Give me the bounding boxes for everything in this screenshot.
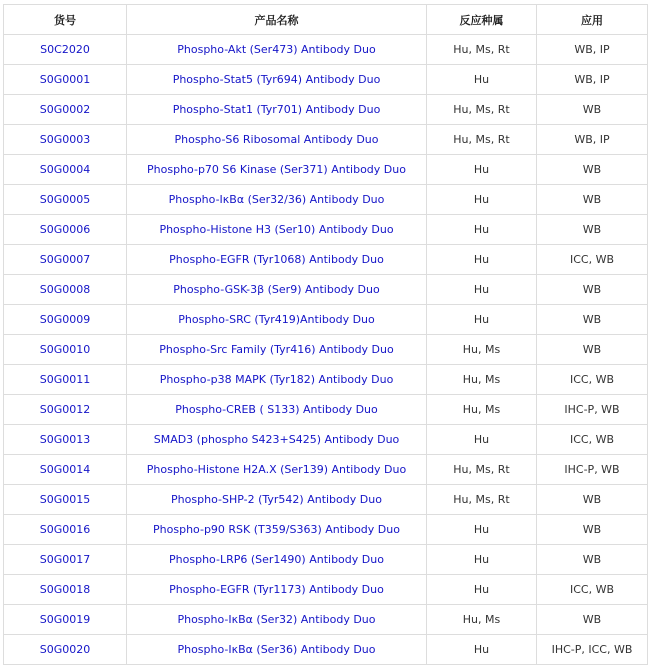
sku-cell	[4, 635, 127, 665]
species-cell: Hu	[427, 215, 537, 245]
column-header-sku: 货号	[4, 5, 127, 35]
sku-cell	[4, 515, 127, 545]
species-cell: Hu	[427, 65, 537, 95]
species-cell: Hu, Ms, Rt	[427, 125, 537, 155]
product-name-cell	[127, 155, 427, 185]
application-cell: WB	[537, 605, 648, 635]
product-table	[3, 4, 648, 665]
product-name-cell	[127, 485, 427, 515]
table-row	[4, 485, 648, 515]
application-cell: WB	[537, 215, 648, 245]
species-cell: Hu	[427, 155, 537, 185]
application-cell: ICC, WB	[537, 425, 648, 455]
table-row	[4, 275, 648, 305]
product-name-cell	[127, 575, 427, 605]
species-cell: Hu	[427, 635, 537, 665]
table-row	[4, 95, 648, 125]
species-cell: Hu, Ms, Rt	[427, 485, 537, 515]
table-row	[4, 395, 648, 425]
species-cell: Hu	[427, 425, 537, 455]
sku-cell	[4, 395, 127, 425]
application-cell: IHC-P, ICC, WB	[537, 635, 648, 665]
product-name-link[interactable]: Phospho-Stat1 (Tyr701) Antibody Duo	[172, 103, 381, 116]
sku-cell	[4, 95, 127, 125]
sku-link[interactable]: S0G0005	[39, 193, 91, 206]
sku-link[interactable]: S0G0011	[39, 373, 91, 386]
product-name-cell	[127, 245, 427, 275]
application-cell: ICC, WB	[537, 575, 648, 605]
species-cell: Hu, Ms, Rt	[427, 95, 537, 125]
sku-cell	[4, 335, 127, 365]
table-row	[4, 605, 648, 635]
sku-cell	[4, 215, 127, 245]
product-name-link[interactable]: Phospho-IκBα (Ser32/36) Antibody Duo	[168, 193, 385, 206]
application-cell: WB, IP	[537, 65, 648, 95]
product-name-cell	[127, 515, 427, 545]
application-cell: WB	[537, 185, 648, 215]
application-cell: WB	[537, 335, 648, 365]
application-cell: WB	[537, 275, 648, 305]
application-cell: WB	[537, 95, 648, 125]
product-name-link[interactable]: Phospho-S6 Ribosomal Antibody Duo	[174, 133, 379, 146]
product-name-link[interactable]: Phospho-SHP-2 (Tyr542) Antibody Duo	[171, 493, 382, 506]
species-cell: Hu	[427, 305, 537, 335]
product-name-cell	[127, 545, 427, 575]
product-name-cell	[127, 635, 427, 665]
product-name-link[interactable]: Phospho-LRP6 (Ser1490) Antibody Duo	[169, 553, 384, 566]
table-row	[4, 365, 648, 395]
table-row	[4, 545, 648, 575]
table-row	[4, 215, 648, 245]
sku-cell	[4, 35, 127, 65]
species-cell: Hu, Ms	[427, 365, 537, 395]
table-row	[4, 125, 648, 155]
application-cell: WB, IP	[537, 35, 648, 65]
sku-link[interactable]: S0G0020	[39, 643, 91, 656]
application-cell: WB, IP	[537, 125, 648, 155]
product-name-cell	[127, 35, 427, 65]
product-name-link[interactable]: Phospho-p70 S6 Kinase (Ser371) Antibody Duo	[147, 163, 406, 176]
column-header-application: 应用	[537, 5, 648, 35]
sku-link[interactable]: S0G0003	[39, 133, 91, 146]
column-header-product-name: 产品名称	[127, 5, 427, 35]
sku-cell	[4, 125, 127, 155]
sku-link[interactable]: S0G0002	[39, 103, 91, 116]
sku-cell	[4, 245, 127, 275]
species-cell: Hu	[427, 275, 537, 305]
application-cell: ICC, WB	[537, 245, 648, 275]
sku-link[interactable]: S0G0014	[39, 463, 91, 476]
sku-cell	[4, 575, 127, 605]
product-name-cell	[127, 605, 427, 635]
product-name-link[interactable]: Phospho-EGFR (Tyr1173) Antibody Duo	[169, 583, 384, 596]
product-name-cell	[127, 395, 427, 425]
application-cell: WB	[537, 515, 648, 545]
table-row	[4, 245, 648, 275]
sku-link[interactable]: S0G0010	[39, 343, 91, 356]
sku-cell	[4, 185, 127, 215]
product-name-link[interactable]: Phospho-CREB ( S133) Antibody Duo	[175, 403, 378, 416]
product-name-cell	[127, 65, 427, 95]
sku-cell	[4, 545, 127, 575]
sku-cell	[4, 605, 127, 635]
sku-link[interactable]: S0G0016	[39, 523, 91, 536]
sku-cell	[4, 485, 127, 515]
product-name-link[interactable]: Phospho-p38 MAPK (Tyr182) Antibody Duo	[159, 373, 394, 386]
product-name-link[interactable]: Phospho-GSK-3β (Ser9) Antibody Duo	[173, 283, 380, 296]
sku-link[interactable]: S0G0013	[39, 433, 91, 446]
product-name-cell	[127, 425, 427, 455]
sku-cell	[4, 365, 127, 395]
table-row	[4, 65, 648, 95]
product-name-cell	[127, 185, 427, 215]
table-row	[4, 155, 648, 185]
product-name-cell	[127, 335, 427, 365]
application-cell: WB	[537, 305, 648, 335]
species-cell: Hu	[427, 245, 537, 275]
table-row	[4, 305, 648, 335]
species-cell: Hu, Ms, Rt	[427, 35, 537, 65]
product-name-cell	[127, 455, 427, 485]
table-row	[4, 455, 648, 485]
sku-link[interactable]: S0G0018	[39, 583, 91, 596]
product-name-link[interactable]: Phospho-EGFR (Tyr1068) Antibody Duo	[169, 253, 384, 266]
sku-cell	[4, 455, 127, 485]
product-name-cell	[127, 275, 427, 305]
species-cell: Hu	[427, 185, 537, 215]
sku-link[interactable]: S0G0007	[39, 253, 91, 266]
table-row	[4, 35, 648, 65]
sku-link[interactable]: S0G0015	[39, 493, 91, 506]
product-name-link[interactable]: Phospho-Histone H3 (Ser10) Antibody Duo	[159, 223, 394, 236]
sku-cell	[4, 155, 127, 185]
product-name-link[interactable]: Phospho-Src Family (Tyr416) Antibody Duo	[159, 343, 394, 356]
application-cell: IHC-P, WB	[537, 395, 648, 425]
product-name-cell	[127, 305, 427, 335]
sku-link[interactable]: S0G0019	[39, 613, 91, 626]
table-row	[4, 515, 648, 545]
column-header-species: 反应种属	[427, 5, 537, 35]
species-cell: Hu, Ms	[427, 335, 537, 365]
sku-cell	[4, 425, 127, 455]
product-name-link[interactable]: Phospho-Histone H2A.X (Ser139) Antibody Duo	[146, 463, 407, 476]
product-name-cell	[127, 215, 427, 245]
application-cell: WB	[537, 545, 648, 575]
product-name-link[interactable]: Phospho-IκBα (Ser32) Antibody Duo	[177, 613, 376, 626]
product-name-link[interactable]: Phospho-p90 RSK (T359/S363) Antibody Duo	[153, 523, 400, 536]
sku-link[interactable]: S0G0001	[39, 73, 91, 86]
sku-link[interactable]: S0G0017	[39, 553, 91, 566]
species-cell: Hu, Ms	[427, 395, 537, 425]
product-name-link[interactable]: Phospho-Akt (Ser473) Antibody Duo	[177, 43, 376, 56]
sku-link[interactable]: S0G0009	[39, 313, 91, 326]
sku-link[interactable]: S0G0012	[39, 403, 91, 416]
species-cell: Hu, Ms	[427, 605, 537, 635]
table-row	[4, 335, 648, 365]
application-cell: IHC-P, WB	[537, 455, 648, 485]
sku-cell	[4, 275, 127, 305]
application-cell: ICC, WB	[537, 365, 648, 395]
sku-cell	[4, 65, 127, 95]
species-cell: Hu	[427, 515, 537, 545]
table-row	[4, 575, 648, 605]
sku-link[interactable]: S0G0006	[39, 223, 91, 236]
table-row	[4, 185, 648, 215]
table-row	[4, 635, 648, 665]
species-cell: Hu	[427, 545, 537, 575]
table-row	[4, 425, 648, 455]
species-cell: Hu	[427, 575, 537, 605]
product-name-link[interactable]: Phospho-IκBα (Ser36) Antibody Duo	[177, 643, 376, 656]
product-name-link[interactable]: Phospho-Stat5 (Tyr694) Antibody Duo	[172, 73, 381, 86]
product-name-link[interactable]: SMAD3 (phospho S423+S425) Antibody Duo	[153, 433, 400, 446]
sku-link[interactable]: S0G0004	[39, 163, 91, 176]
table-body	[4, 35, 648, 665]
product-name-cell	[127, 125, 427, 155]
product-name-link[interactable]: Phospho-SRC (Tyr419)Antibody Duo	[178, 313, 375, 326]
header-row	[4, 5, 648, 35]
application-cell: WB	[537, 155, 648, 185]
application-cell: WB	[537, 485, 648, 515]
product-name-cell	[127, 365, 427, 395]
table-header	[4, 5, 648, 35]
sku-cell	[4, 305, 127, 335]
sku-link[interactable]: S0G0008	[39, 283, 91, 296]
sku-link[interactable]: S0C2020	[40, 43, 90, 56]
species-cell: Hu, Ms, Rt	[427, 455, 537, 485]
product-name-cell	[127, 95, 427, 125]
